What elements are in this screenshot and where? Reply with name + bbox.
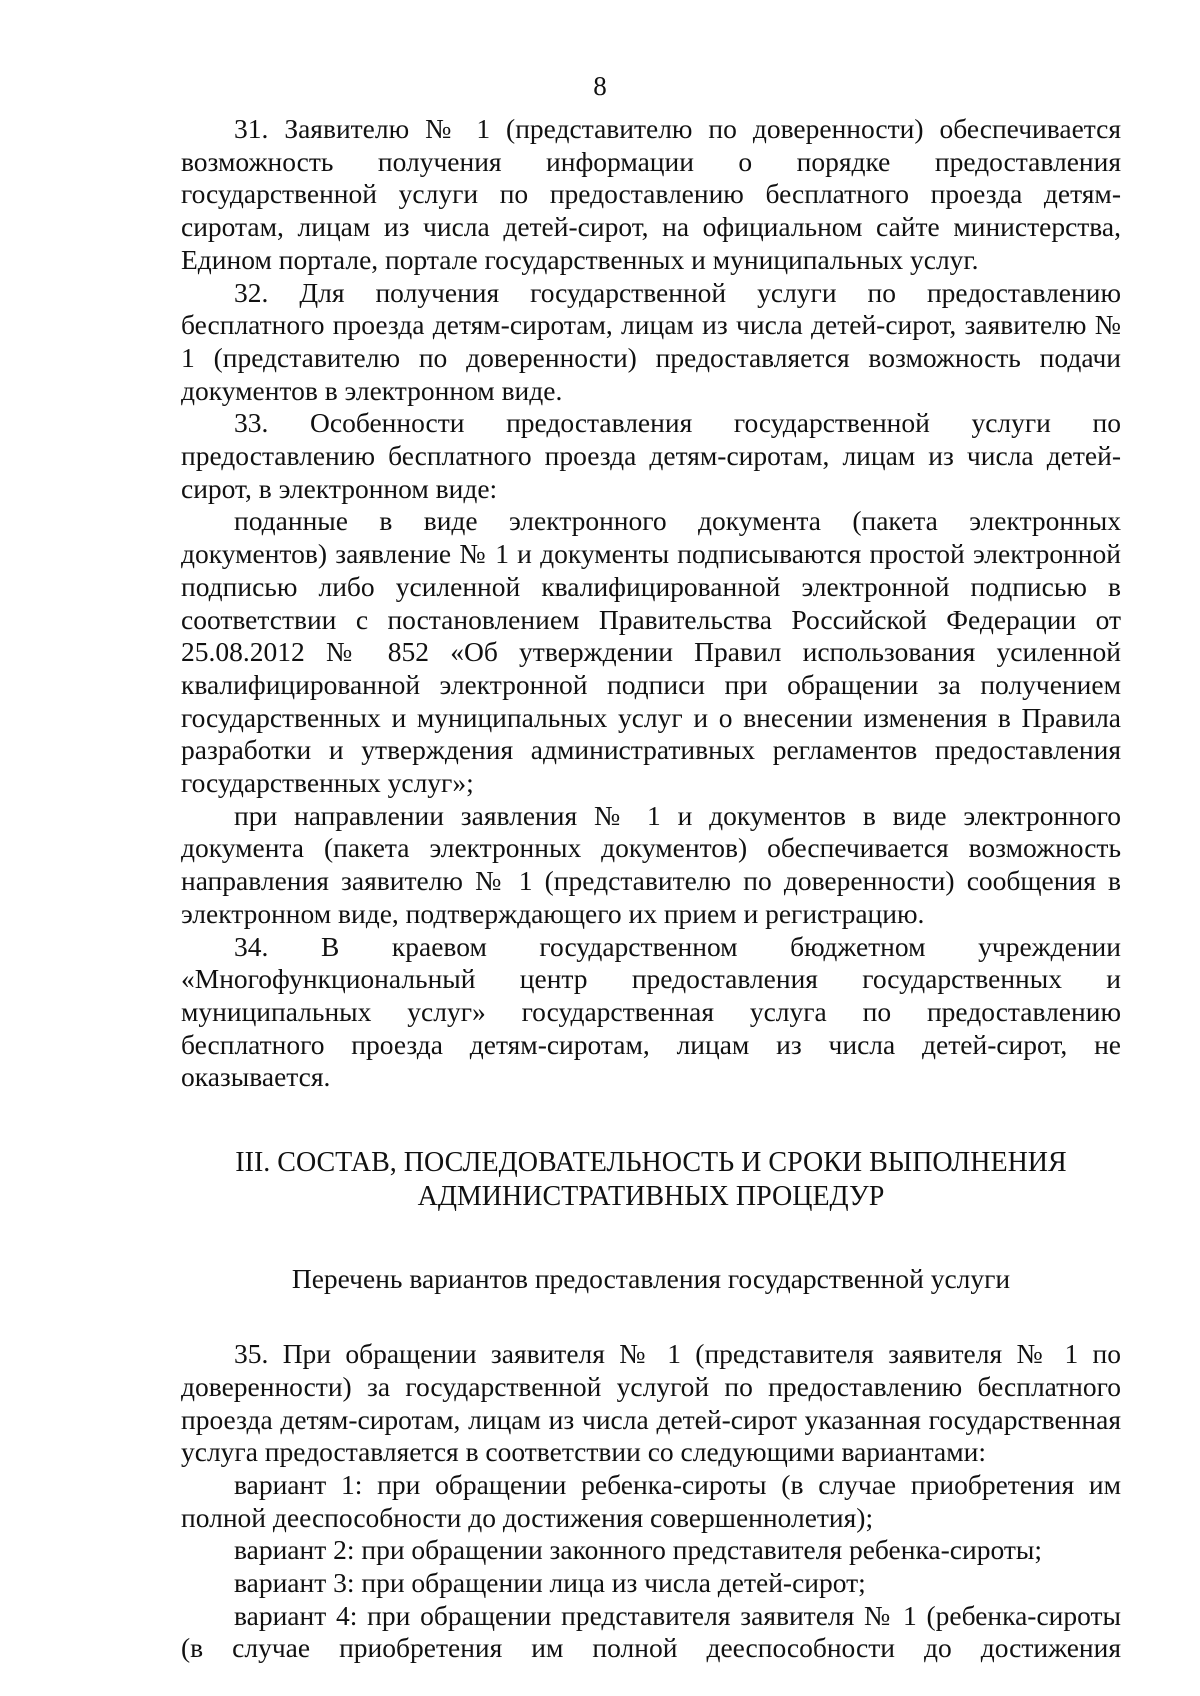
document-body (181, 113, 1121, 1665)
section-heading-line-1: III. СОСТАВ, ПОСЛЕДОВАТЕЛЬНОСТЬ И СРОКИ ВЫПОЛНЕНИЯ (235, 1147, 1067, 1179)
variant-2: вариант 2: при обращении законного представителя ребенка-сироты; (234, 1534, 1042, 1566)
paragraph-35: 35. При обращении заявителя № 1 (представителя заявителя № 1 по доверенности) за государственной услугой по предоставлению бесплатного проезда детям-сиротам, лицам из числа детей-сирот указанная государственная услуга предоставляется в соответствии со следующими вариантами: (181, 1338, 1121, 1468)
paragraph-34: 34. В краевом государственном бюджетном учреждении «Многофункциональный центр предоставления государственных и муниципальных услуг» государственная услуга по предоставлению бесплатного проезда детям-сиротам, лицам из числа детей-сирот, не оказывается. (181, 930, 1121, 1093)
paragraph-32: 32. Для получения государственной услуги по предоставлению бесплатного проезда детям-сиротам, лицам из числа детей-сирот, заявителю № 1 (представителю по доверенности) предоставляется возможность подачи документов в электронном виде. (181, 276, 1121, 406)
paragraph-33-item-signature: поданные в виде электронного документа (пакета электронных документов) заявление № 1 и документы подписываются простой электронной подписью либо усиленной квалифицированной электронной подписью в соответствии с постановлением Правительства Российской Федерации от 25.08.2012 № 852 «Об утверждении Правил использования усиленной квалифицированной электронной подписи при обращении за получением государственных и муниципальных услуг и о внесении изменения в Правила разработки и утверждения административных регламентов предоставления государственных услуг»; (181, 505, 1121, 799)
section-heading (181, 1146, 1121, 1214)
paragraph-31: 31. Заявителю № 1 (представителю по доверенности) обеспечивается возможность получения информации о порядке предоставления государственной услуги по предоставлению бесплатного проезда детям-сиротам, лицам из числа детей-сирот, на официальном сайте министерства, Едином портале, портале государственных и муниципальных услуг. (181, 113, 1121, 275)
variants-block (181, 1338, 1121, 1665)
variant-3: вариант 3: при обращении лица из числа детей-сирот; (234, 1567, 866, 1599)
page-number: 8 (593, 71, 607, 101)
subsection-heading: Перечень вариантов предоставления государственной услуги (291, 1263, 1011, 1295)
paragraph-33-item-notification: при направлении заявления № 1 и документов в виде электронного документа (пакета электронных документов) обеспечивается возможность направления заявителю № 1 (представителю по доверенности) сообщения в электронном виде, подтверждающего их прием и регистрацию. (181, 799, 1121, 929)
variant-1: вариант 1: при обращении ребенка-сироты (в случае приобретения им полной дееспособности до достижения совершеннолетия); (181, 1468, 1121, 1533)
variant-4: вариант 4: при обращении представителя заявителя № 1 (ребенка-сироты (в случае приобретения им полной дееспособности до достижения (181, 1599, 1121, 1664)
section-heading-line-2: АДМИНИСТРАТИВНЫХ ПРОЦЕДУР (417, 1181, 885, 1213)
paragraph-33: 33. Особенности предоставления государственной услуги по предоставлению бесплатного проезда детям-сиротам, лицам из числа детей-сирот, в электронном виде: (181, 407, 1121, 504)
